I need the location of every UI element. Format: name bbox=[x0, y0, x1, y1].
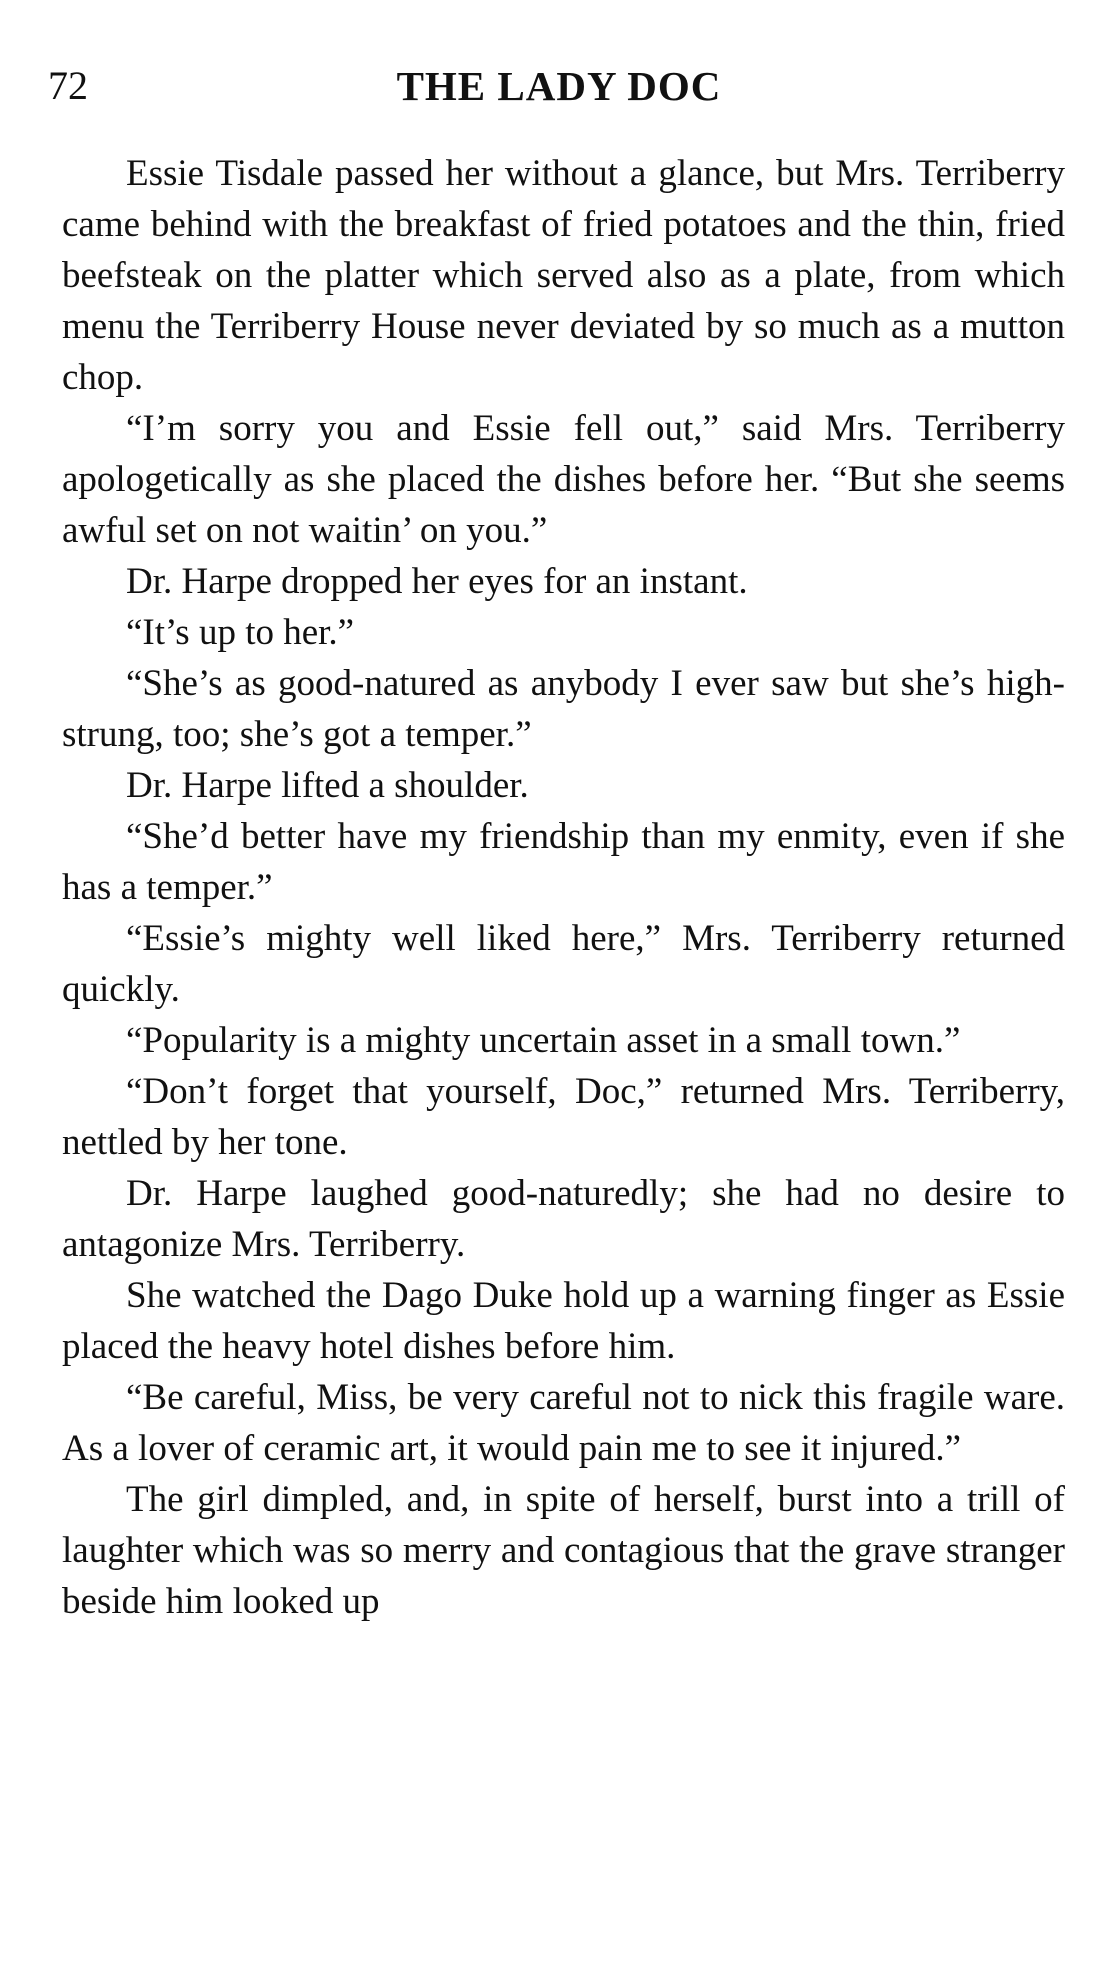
page-number: 72 bbox=[48, 63, 88, 108]
body-text bbox=[62, 148, 1065, 1627]
paragraph: “Popularity is a mighty uncertain asset in a small town.” bbox=[126, 1020, 961, 1061]
paragraph: “I’m sorry you and Essie fell out,” said Mrs. Terriberry apologetically as she placed the dishes before her. “But she seems awful set on not waitin’ on you.” bbox=[62, 408, 1065, 551]
paragraph: Dr. Harpe laughed good-naturedly; she had no desire to antagonize Mrs. Terriberry. bbox=[62, 1173, 1065, 1265]
paragraph: Essie Tisdale passed her without a glance, but Mrs. Terriberry came behind with the breakfast of fried potatoes and the thin, fried beefsteak on the platter which served also as a plate, from which menu the Terriberry House never deviated by so much as a mutton chop. bbox=[62, 153, 1065, 398]
paragraph: “It’s up to her.” bbox=[126, 612, 355, 653]
running-head bbox=[48, 56, 1070, 116]
paragraph: “She’s as good-natured as anybody I ever saw but she’s high-strung, too; she’s got a temper.” bbox=[62, 663, 1065, 755]
book-title: THE LADY DOC bbox=[396, 63, 722, 109]
paragraph: Dr. Harpe lifted a shoulder. bbox=[126, 765, 529, 806]
paragraph: The girl dimpled, and, in spite of herself, burst into a trill of laughter which was so merry and contagious that the grave stranger beside him looked up bbox=[62, 1479, 1065, 1622]
paragraph: Dr. Harpe dropped her eyes for an instant. bbox=[126, 561, 748, 602]
paragraph: “Essie’s mighty well liked here,” Mrs. Terriberry returned quickly. bbox=[62, 918, 1065, 1010]
paragraph: She watched the Dago Duke hold up a warning finger as Essie placed the heavy hotel dishes before him. bbox=[62, 1275, 1065, 1367]
paragraph: “She’d better have my friendship than my enmity, even if she has a temper.” bbox=[62, 816, 1065, 908]
paragraph: “Don’t forget that yourself, Doc,” returned Mrs. Terriberry, nettled by her tone. bbox=[62, 1071, 1065, 1163]
paragraph: “Be careful, Miss, be very careful not to nick this fragile ware. As a lover of ceramic art, it would pain me to see it injured.” bbox=[62, 1377, 1065, 1469]
